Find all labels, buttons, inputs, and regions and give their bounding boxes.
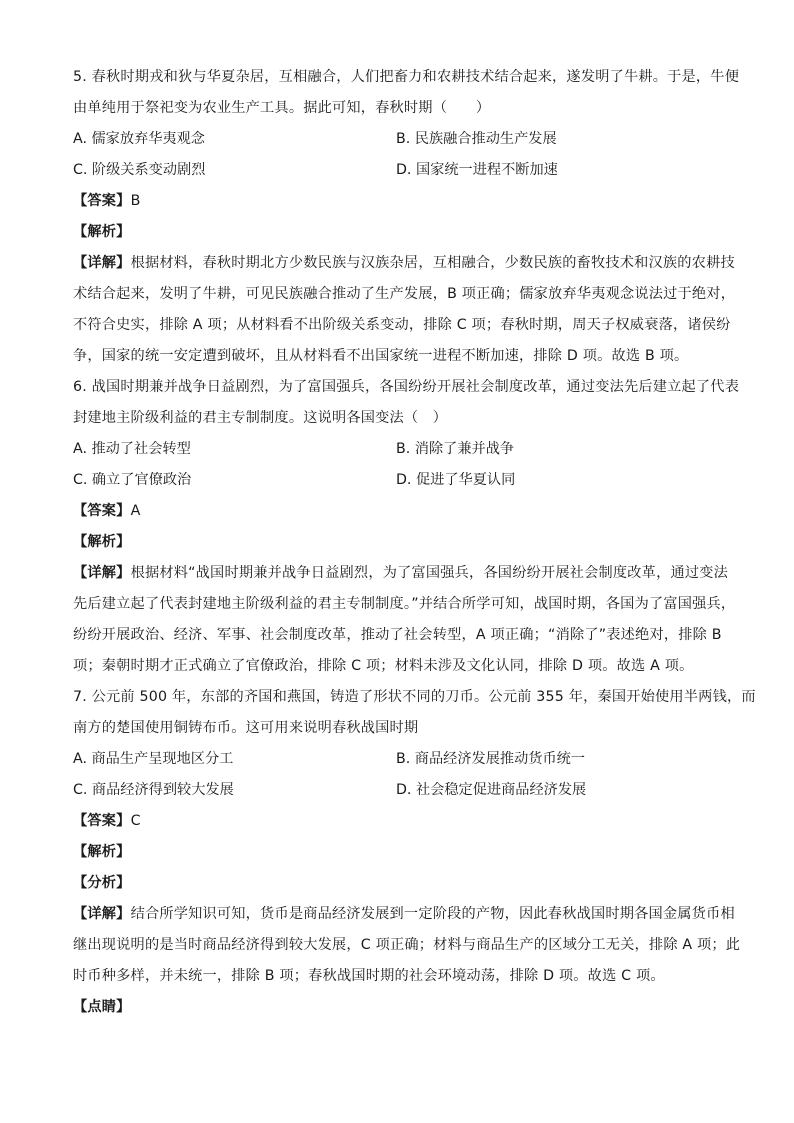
q6-option-c: C. 确立了官僚政治	[73, 472, 192, 488]
q5-detail-line-1	[73, 248, 733, 279]
document-page	[73, 62, 756, 1023]
detail-tag: 【详解】	[73, 906, 131, 922]
q7-answer	[73, 806, 733, 837]
q6-detail-line-1	[73, 558, 733, 589]
answer-tag: 【答案】	[73, 813, 131, 829]
q5-option-b: B. 民族融合推动生产发展	[396, 131, 557, 147]
q6-detail-line-3: 纷纷开展政治、经济、军事、社会制度改革，推动了社会转型，A 项正确；“消除了”表述绝对，排除 B	[73, 627, 722, 643]
q7-stem-line-2: 南方的楚国使用铜铸布币。这可用来说明春秋战国时期	[73, 720, 419, 736]
q7-options-row-2	[73, 775, 733, 806]
detail-text: 根据材料“战国时期兼并战争日益剧烈，为了富国强兵，各国纷纷开展社会制度改革，通过变法	[130, 565, 729, 581]
q7-analysis-heading	[73, 837, 733, 868]
q6-options-row-2	[73, 465, 733, 496]
q6-stem-line-1: 6. 战国时期兼并战争日益剧烈，为了富国强兵，各国纷纷开展社会制度改革，通过变法先后建立起了代表	[73, 379, 740, 395]
q5-options-row-2	[73, 155, 733, 186]
q5-option-a: A. 儒家放弃华夷观念	[73, 131, 205, 147]
q7-stem-line-1: 7. 公元前 500 年，东部的齐国和燕国，铸造了形状不同的刀币。公元前 355 年，秦国开始使用半两钱，而	[73, 689, 756, 705]
q7-option-d: D. 社会稳定促进商品经济发展	[396, 782, 587, 798]
q5-detail-line-3: 不符合史实，排除 A 项；从材料看不出阶级关系变动，排除 C 项；春秋时期，周天子权威衰落，诸侯纷	[73, 317, 731, 333]
answer-value: A	[130, 503, 141, 519]
q5-option-d: D. 国家统一进程不断加速	[396, 162, 558, 178]
detail-tag: 【详解】	[73, 565, 131, 581]
q6-analysis-heading	[73, 527, 733, 558]
q7-detail-line-2: 继出现说明的是当时商品经济得到较大发展，C 项正确；材料与商品生产的区域分工无关，排除 A 项；此	[73, 937, 741, 953]
detail-tag: 【详解】	[73, 255, 131, 271]
q7-options-row-1	[73, 744, 733, 775]
q5-detail-line-4: 争，国家的统一安定遭到破坏，且从材料看不出国家统一进程不断加速，排除 D 项。故选 B 项。	[73, 348, 689, 364]
analyze-tag: 【分析】	[73, 875, 131, 891]
q6-option-a: A. 推动了社会转型	[73, 441, 191, 457]
q6-answer	[73, 496, 733, 527]
q5-analysis-heading	[73, 217, 733, 248]
q7-detail-line-1	[73, 899, 733, 930]
q7-detail-line-3: 时币种多样，并未统一，排除 B 项；春秋战国时期的社会环境动荡，排除 D 项。故选 C 项。	[73, 968, 665, 984]
q5-option-c: C. 阶级关系变动剧烈	[73, 162, 206, 178]
q5-stem-line-1: 5. 春秋时期戎和狄与华夏杂居，互相融合，人们把畜力和农耕技术结合起来，遂发明了牛耕。于是，牛便	[73, 69, 740, 85]
q5-options-row-1	[73, 124, 733, 155]
comment-tag: 【点睛】	[73, 999, 131, 1015]
detail-text: 结合所学知识可知，货币是商品经济发展到一定阶段的产物，因此春秋战国时期各国金属货币相	[130, 906, 735, 922]
analysis-tag: 【解析】	[73, 844, 131, 860]
q6-detail-line-4: 项；秦朝时期才正式确立了官僚政治，排除 C 项；材料未涉及文化认同，排除 D 项。故选 A 项。	[73, 658, 694, 674]
q5-stem-line-2: 由单纯用于祭祀变为农业生产工具。据此可知，春秋时期（ ）	[73, 100, 491, 116]
q7-analyze-heading	[73, 868, 733, 899]
q7-comment-heading	[73, 992, 733, 1023]
q5-detail-line-2: 术结合起来，发明了牛耕，可见民族融合推动了生产发展，B 项正确；儒家放弃华夷观念说法过于绝对，	[73, 286, 736, 302]
q7-option-a: A. 商品生产呈现地区分工	[73, 751, 234, 767]
q6-options-row-1	[73, 434, 733, 465]
analysis-tag: 【解析】	[73, 224, 131, 240]
q7-option-b: B. 商品经济发展推动货币统一	[396, 751, 586, 767]
answer-tag: 【答案】	[73, 193, 131, 209]
q6-option-d: D. 促进了华夏认同	[396, 472, 516, 488]
q6-stem-line-2: 封建地主阶级利益的君主专制制度。这说明各国变法（ ）	[73, 410, 448, 426]
q6-option-b: B. 消除了兼并战争	[396, 441, 515, 457]
q7-option-c: C. 商品经济得到较大发展	[73, 782, 234, 798]
analysis-tag: 【解析】	[73, 534, 131, 550]
detail-text: 根据材料，春秋时期北方少数民族与汉族杂居，互相融合，少数民族的畜牧技术和汉族的农耕技	[130, 255, 735, 271]
answer-value: C	[130, 813, 141, 829]
q5-answer	[73, 186, 733, 217]
answer-value: B	[130, 193, 141, 209]
q6-detail-line-2: 先后建立起了代表封建地主阶级利益的君主专制制度。”并结合所学可知，战国时期，各国为了富国强兵，	[73, 596, 736, 612]
answer-tag: 【答案】	[73, 503, 131, 519]
